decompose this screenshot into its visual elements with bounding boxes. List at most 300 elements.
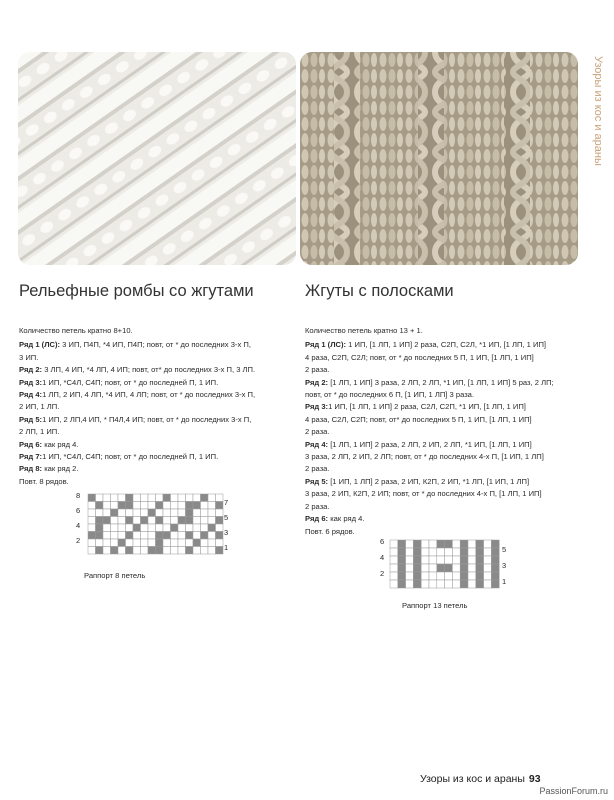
- photo-cables-stripes: [300, 52, 578, 265]
- chart-cell: [413, 540, 421, 548]
- chart-cell: [413, 572, 421, 580]
- chart-cell: [208, 502, 216, 510]
- chart-cell: [437, 580, 445, 588]
- chart-cell: [406, 580, 414, 588]
- chart-cell: [126, 532, 134, 540]
- chart-cell: [208, 539, 216, 547]
- chart-cell: [111, 509, 119, 517]
- chart-cell: [208, 547, 216, 555]
- chart-cell: [111, 494, 119, 502]
- chart-cell: [421, 564, 429, 572]
- chart-cell: [186, 509, 194, 517]
- chart-cell: [141, 517, 149, 525]
- chart-cell: [96, 494, 104, 502]
- chart-cell: [148, 502, 156, 510]
- row-label: Ряд 1 (ЛС):: [19, 340, 61, 350]
- chart-cell: [88, 532, 96, 540]
- chart-cell: [398, 580, 406, 588]
- chart-row-number: 6: [380, 537, 385, 546]
- chart-cell: [178, 524, 186, 532]
- chart-cell: [156, 524, 164, 532]
- instruction-row: [19, 401, 291, 413]
- chart-cell: [460, 548, 468, 556]
- instruction-row: [19, 476, 291, 488]
- chart-cell: [398, 556, 406, 564]
- chart-cell: [437, 540, 445, 548]
- row-text: 3 раза, 2 ИП, К2П, 2 ИП; повт, от * до последних 4-х П, [1 ЛП, 1 ИП]: [305, 489, 542, 499]
- chart-cell: [429, 572, 437, 580]
- chart-cell: [216, 524, 224, 532]
- right-pattern-column: [305, 282, 581, 538]
- chart-cell: [208, 532, 216, 540]
- chart-cell: [118, 524, 126, 532]
- chart-cell: [133, 517, 141, 525]
- chart-cell: [429, 556, 437, 564]
- row-text: 1 ИП, *С4Л, С4П; повт, от * до последней П, 1 ИП.: [42, 377, 219, 387]
- chart-row-number: 3: [224, 528, 229, 537]
- chart-cell: [186, 524, 194, 532]
- chart-cell: [96, 532, 104, 540]
- chart-cell: [421, 540, 429, 548]
- chart-cell: [216, 532, 224, 540]
- chart-cell: [201, 524, 209, 532]
- chart-cell: [413, 556, 421, 564]
- chart-cell: [491, 548, 499, 556]
- chart-cell: [111, 547, 119, 555]
- chart-cell: [484, 548, 492, 556]
- chart-cell: [201, 547, 209, 555]
- row-label: Ряд 2:: [305, 377, 329, 387]
- chart-cell: [126, 494, 134, 502]
- chart-cell: [460, 556, 468, 564]
- row-text: 4 раза, С2П, С2Л; повт, от * до последних 5 П, 1 ИП, [1 ЛП, 1 ИП]: [305, 352, 534, 362]
- section-side-tab: [592, 56, 606, 206]
- chart-cell: [421, 580, 429, 588]
- chart-cell: [133, 532, 141, 540]
- chart-cell: [111, 532, 119, 540]
- chart-cell: [111, 539, 119, 547]
- instruction-row: [305, 463, 581, 475]
- chart-cell: [452, 548, 460, 556]
- chart-cell: [452, 540, 460, 548]
- chart-cell: [148, 524, 156, 532]
- page-footer: [420, 773, 541, 785]
- chart-cell: [216, 494, 224, 502]
- chart-cell: [171, 532, 179, 540]
- row-text: 3 ИП.: [19, 352, 39, 362]
- chart-cell: [193, 509, 201, 517]
- chart-cell: [445, 548, 453, 556]
- chart-cell: [148, 547, 156, 555]
- row-text: 3 ЛП, 4 ИП, *4 ЛП, 4 ИП; повт, от* до последних 3-х П, 3 ЛП.: [42, 365, 256, 375]
- chart-cell: [148, 509, 156, 517]
- left-pattern-column: [19, 282, 291, 488]
- row-label: Ряд 4:: [305, 439, 329, 449]
- chart-cell: [96, 517, 104, 525]
- chart-cell: [96, 539, 104, 547]
- chart-row-number: 5: [224, 513, 229, 522]
- chart-row-number: 1: [502, 577, 507, 586]
- row-text: 2 ЛП, 1 ИП.: [19, 427, 60, 437]
- chart-cell: [171, 547, 179, 555]
- instruction-row: [305, 513, 581, 525]
- right-instructions: [305, 339, 581, 538]
- row-text: 2 раза.: [305, 427, 330, 437]
- chart-cell: [429, 540, 437, 548]
- chart-cell: [163, 509, 171, 517]
- chart-cell: [178, 494, 186, 502]
- left-stitch-count: Количество петель кратно 8+10.: [19, 326, 133, 335]
- chart-cell: [468, 580, 476, 588]
- chart-cell: [484, 556, 492, 564]
- chart-cell: [171, 517, 179, 525]
- chart-cell: [148, 539, 156, 547]
- chart-cell: [126, 539, 134, 547]
- chart-cell: [103, 532, 111, 540]
- row-text: Повт. 6 рядов.: [305, 526, 355, 536]
- row-text: 2 ИП, 1 ЛП.: [19, 402, 60, 412]
- chart-cell: [88, 502, 96, 510]
- chart-cell: [491, 572, 499, 580]
- chart-cell: [186, 517, 194, 525]
- row-text: 4 раза, С2Л, С2П; повт, от* до последних 5 П, 1 ИП, [1 ЛП, 1 ИП]: [305, 414, 532, 424]
- row-text: 1 ИП, [1 ЛП, 1 ИП] 2 раза, С2Л, С2П, *1 ИП, [1 ЛП, 1 ИП]: [328, 402, 526, 412]
- chart-cell: [452, 564, 460, 572]
- chart-cell: [148, 532, 156, 540]
- left-pattern-title: Рельефные ромбы со жгутами: [19, 282, 254, 300]
- chart-cell: [133, 502, 141, 510]
- chart-row-number: 2: [380, 569, 385, 578]
- chart-cell: [186, 532, 194, 540]
- chart-cell: [484, 564, 492, 572]
- chart-row-number: 4: [76, 521, 81, 530]
- chart-cell: [460, 580, 468, 588]
- chart-cell: [413, 580, 421, 588]
- right-stitch-count: Количество петель кратно 13 + 1.: [305, 326, 423, 335]
- instruction-row: [305, 389, 581, 401]
- chart-cell: [476, 564, 484, 572]
- chart-cell: [406, 548, 414, 556]
- chart-cell: [216, 502, 224, 510]
- instruction-row: [305, 364, 581, 376]
- chart-cell: [126, 509, 134, 517]
- chart-cell: [111, 502, 119, 510]
- chart-cell: [468, 548, 476, 556]
- chart-cell: [193, 494, 201, 502]
- row-label: Ряд 1 (ЛС):: [305, 340, 347, 350]
- chart-cell: [141, 539, 149, 547]
- chart-cell: [216, 509, 224, 517]
- chart-cell: [141, 532, 149, 540]
- chart-cell: [201, 539, 209, 547]
- chart-cell: [88, 547, 96, 555]
- row-label: Ряд 2:: [19, 365, 43, 375]
- chart-cell: [398, 564, 406, 572]
- chart-cell: [88, 517, 96, 525]
- chart-cell: [413, 548, 421, 556]
- chart-cell: [133, 539, 141, 547]
- chart-cell: [437, 556, 445, 564]
- chart-cell: [118, 494, 126, 502]
- instruction-row: [19, 352, 291, 364]
- chart-cell: [476, 580, 484, 588]
- chart-cell: [88, 524, 96, 532]
- chart-cell: [484, 580, 492, 588]
- right-rapport: Раппорт 13 петель: [402, 601, 468, 610]
- chart-cell: [201, 517, 209, 525]
- chart-cell: [141, 494, 149, 502]
- chart-cell: [460, 540, 468, 548]
- instruction-row: [305, 377, 581, 389]
- chart-cell: [148, 494, 156, 502]
- left-rapport: Раппорт 8 петель: [84, 571, 146, 580]
- chart-cell: [406, 572, 414, 580]
- chart-cell: [178, 539, 186, 547]
- chart-cell: [126, 502, 134, 510]
- chart-cell: [216, 547, 224, 555]
- chart-cell: [406, 556, 414, 564]
- chart-cell: [201, 509, 209, 517]
- instruction-row: [305, 426, 581, 438]
- row-text: как ряд 4.: [328, 514, 365, 524]
- row-text: 1 ИП, [1 ЛП, 1 ИП] 2 раза, С2П, С2Л, *1 ИП, [1 ЛП, 1 ИП]: [346, 340, 547, 350]
- chart-cell: [201, 532, 209, 540]
- chart-cell: [390, 548, 398, 556]
- chart-row-number: 2: [76, 536, 81, 545]
- instruction-row: [19, 389, 291, 401]
- row-text: 2 раза.: [305, 464, 330, 474]
- chart-cell: [437, 564, 445, 572]
- left-knitting-chart: [72, 492, 242, 562]
- chart-cell: [141, 547, 149, 555]
- chart-cell: [88, 509, 96, 517]
- row-label: Ряд 3:: [305, 402, 329, 412]
- chart-cell: [178, 547, 186, 555]
- chart-cell: [468, 556, 476, 564]
- chart-row-number: 4: [380, 553, 385, 562]
- row-text: 3 раза, 2 ЛП, 2 ИП, 2 ЛП; повт, от * до последних 4-х П, [1 ИП, 1 ЛП]: [305, 452, 544, 462]
- chart-cell: [390, 540, 398, 548]
- instruction-row: [305, 339, 581, 351]
- instruction-row: [305, 488, 581, 500]
- row-label: Ряд 8:: [19, 464, 43, 474]
- row-text: как ряд 2.: [42, 464, 79, 474]
- chart-cell: [171, 502, 179, 510]
- chart-cell: [445, 580, 453, 588]
- chart-cell: [103, 494, 111, 502]
- chart-row-number: 7: [224, 498, 229, 507]
- chart-cell: [126, 517, 134, 525]
- instruction-row: [19, 414, 291, 426]
- chart-cell: [468, 540, 476, 548]
- row-label: Ряд 4:: [19, 390, 43, 400]
- chart-cell: [163, 517, 171, 525]
- chart-cell: [178, 532, 186, 540]
- chart-cell: [156, 532, 164, 540]
- chart-cell: [118, 509, 126, 517]
- chart-cell: [193, 547, 201, 555]
- chart-cell: [208, 517, 216, 525]
- chart-cell: [103, 517, 111, 525]
- chart-cell: [208, 509, 216, 517]
- chart-cell: [445, 556, 453, 564]
- chart-cell: [406, 540, 414, 548]
- chart-cell: [88, 539, 96, 547]
- chart-cell: [133, 524, 141, 532]
- chart-cell: [156, 494, 164, 502]
- row-text: 3 ИП, П4П, *4 ИП, П4П; повт, от * до последних 3-х П,: [60, 340, 251, 350]
- chart-cell: [156, 502, 164, 510]
- chart-cell: [460, 572, 468, 580]
- chart-cell: [452, 556, 460, 564]
- row-text: [1 ЛП, 1 ИП] 2 раза, 2 ЛП, 2 ИП, 2 ЛП, *1 ИП, [1 ЛП, 1 ИП]: [328, 439, 532, 449]
- chart-cell: [186, 494, 194, 502]
- chart-cell: [156, 509, 164, 517]
- chart-cell: [103, 539, 111, 547]
- chart-cell: [186, 502, 194, 510]
- chart-cell: [156, 547, 164, 555]
- chart-cell: [452, 572, 460, 580]
- chart-cell: [476, 548, 484, 556]
- chart-cell: [390, 580, 398, 588]
- chart-cell: [103, 524, 111, 532]
- chart-cell: [201, 502, 209, 510]
- chart-cell: [484, 540, 492, 548]
- chart-cell: [460, 564, 468, 572]
- chart-cell: [141, 502, 149, 510]
- row-text: [1 ИП, 1 ЛП] 2 раза, 2 ИП, К2П, 2 ИП, *1 ЛП, [1 ИП, 1 ЛП]: [328, 476, 530, 486]
- left-instructions: [19, 339, 291, 488]
- instruction-row: [305, 401, 581, 413]
- chart-cell: [163, 539, 171, 547]
- chart-cell: [398, 548, 406, 556]
- row-text: повт, от * до последних 6 П, [1 ИП, 1 ЛП] 3 раза.: [305, 390, 475, 400]
- chart-cell: [429, 580, 437, 588]
- chart-cell: [208, 524, 216, 532]
- right-pattern-title: Жгуты с полосками: [305, 282, 454, 300]
- chart-cell: [468, 564, 476, 572]
- chart-cell: [118, 547, 126, 555]
- chart-cell: [126, 547, 134, 555]
- chart-cell: [201, 494, 209, 502]
- chart-cell: [413, 564, 421, 572]
- chart-cell: [484, 572, 492, 580]
- instruction-row: [305, 414, 581, 426]
- chart-cell: [163, 532, 171, 540]
- side-tab-label: Узоры из кос и араны: [592, 56, 604, 166]
- chart-cell: [118, 517, 126, 525]
- chart-cell: [96, 502, 104, 510]
- instruction-row: [19, 451, 291, 463]
- instruction-row: [305, 476, 581, 488]
- chart-cell: [178, 502, 186, 510]
- right-knitting-chart: [378, 538, 508, 594]
- chart-cell: [133, 494, 141, 502]
- chart-cell: [103, 502, 111, 510]
- instruction-row: [19, 426, 291, 438]
- chart-row-number: 1: [224, 543, 229, 552]
- chart-cell: [437, 572, 445, 580]
- chart-cell: [103, 509, 111, 517]
- chart-cell: [118, 502, 126, 510]
- chart-cell: [421, 572, 429, 580]
- photo-relief-diamonds: [18, 52, 296, 265]
- chart-cell: [148, 517, 156, 525]
- chart-cell: [398, 540, 406, 548]
- chart-cell: [171, 539, 179, 547]
- chart-cell: [491, 540, 499, 548]
- row-text: 2 раза.: [305, 365, 330, 375]
- instruction-row: [305, 451, 581, 463]
- chart-cell: [163, 494, 171, 502]
- chart-cell: [491, 556, 499, 564]
- chart-cell: [390, 564, 398, 572]
- chart-cell: [390, 556, 398, 564]
- chart-cell: [118, 539, 126, 547]
- row-text: 1 ИП, 2 ЛП,4 ИП, * П4Л,4 ИП; повт, от * до последних 3-х П,: [42, 414, 252, 424]
- page-number: 93: [528, 773, 541, 785]
- chart-cell: [476, 556, 484, 564]
- chart-row-number: 6: [76, 506, 81, 515]
- chart-cell: [445, 572, 453, 580]
- instruction-row: [19, 364, 291, 376]
- instruction-row: [19, 339, 291, 351]
- chart-cell: [390, 572, 398, 580]
- row-label: Ряд 5:: [305, 476, 329, 486]
- chart-cell: [193, 524, 201, 532]
- chart-cell: [163, 547, 171, 555]
- chart-cell: [452, 580, 460, 588]
- row-label: Ряд 3:: [19, 377, 43, 387]
- chart-cell: [429, 564, 437, 572]
- row-text: [1 ЛП, 1 ИП] 3 раза, 2 ЛП, 2 ЛП, *1 ИП, [1 ЛП, 1 ИП] 5 раз, 2 ЛП;: [328, 377, 554, 387]
- row-label: Ряд 6:: [19, 439, 43, 449]
- chart-cell: [216, 539, 224, 547]
- instruction-row: [19, 439, 291, 451]
- instruction-row: [19, 377, 291, 389]
- chart-cell: [437, 548, 445, 556]
- chart-cell: [193, 502, 201, 510]
- watermark: PassionForum.ru: [539, 786, 608, 796]
- row-label: Ряд 6:: [305, 514, 329, 524]
- chart-cell: [156, 517, 164, 525]
- chart-row-number: 3: [502, 561, 507, 570]
- row-text: Повт. 8 рядов.: [19, 476, 69, 486]
- chart-cell: [133, 547, 141, 555]
- chart-cell: [163, 524, 171, 532]
- chart-cell: [171, 494, 179, 502]
- chart-cell: [141, 524, 149, 532]
- chart-cell: [193, 539, 201, 547]
- chart-cell: [398, 572, 406, 580]
- row-label: Ряд 7:: [19, 452, 43, 462]
- chart-cell: [111, 517, 119, 525]
- instruction-row: [305, 352, 581, 364]
- chart-cell: [429, 548, 437, 556]
- instruction-row: [305, 439, 581, 451]
- chart-cell: [208, 494, 216, 502]
- chart-cell: [216, 517, 224, 525]
- row-text: 1 ИП, *С4Л, С4П; повт, от * до последней П, 1 ИП.: [42, 452, 219, 462]
- chart-cell: [118, 532, 126, 540]
- chart-cell: [476, 540, 484, 548]
- chart-cell: [111, 524, 119, 532]
- instruction-row: [305, 501, 581, 513]
- instruction-row: [305, 526, 581, 538]
- chart-cell: [126, 524, 134, 532]
- chart-cell: [141, 509, 149, 517]
- chart-cell: [406, 564, 414, 572]
